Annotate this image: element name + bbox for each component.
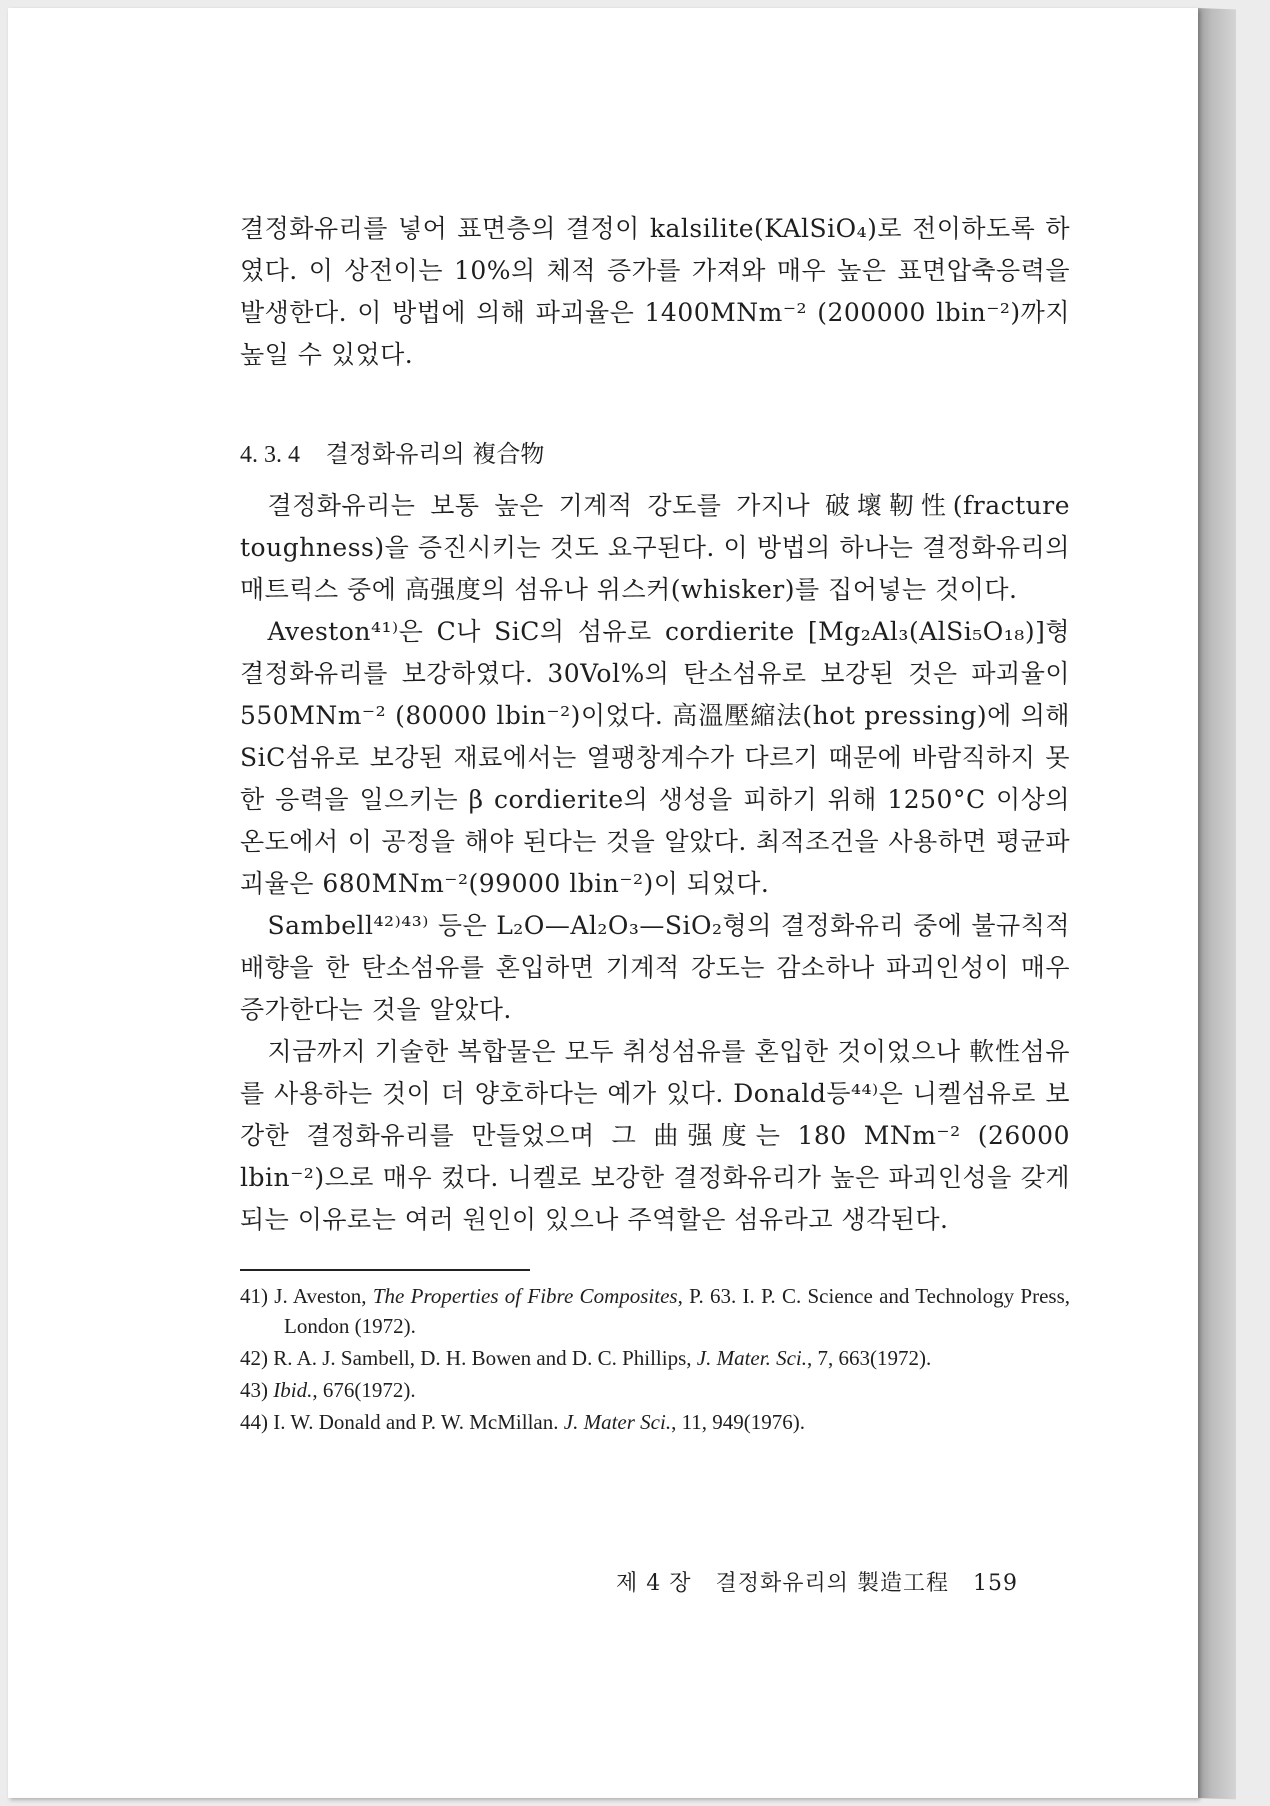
footnote-text: J. Aveston, [274,1284,373,1308]
intro-paragraph: 결정화유리를 넣어 표면층의 결정이 kalsilite(KAlSiO₄)로 전이하도록 하였다. 이 상전이는 10%의 체적 증가를 가져와 매우 높은 표면압축응력을 발생한다. 이 방법에 의해 파괴율은 1400MNm⁻² (200000 lbin⁻²)까지 높일 수 있었다. [240,214,1070,369]
footer-title: 결정화유리의 製造工程 [715,1571,949,1596]
footer-chapter: 제 4 장 [616,1571,692,1596]
footnote-text: , 676(1972). [312,1378,416,1402]
footnote-title: J. Mater Sci. [563,1410,672,1434]
footnote-divider [240,1269,530,1271]
footnote-text: , 11, 949(1976). [671,1410,806,1434]
footnote-text: , 7, 663(1972). [807,1346,932,1370]
footnote-text: R. A. J. Sambell, D. H. Bowen and D. C. Phillips, [273,1346,697,1370]
footnotes [240,1281,1070,1437]
body-paragraph: 결정화유리는 보통 높은 기계적 강도를 가지나 破壞靭性(fracture toughness)을 증진시키는 것도 요구된다. 이 방법의 하나는 결정화유리의 매트릭스 중에 高强度의 섬유나 위스커(whisker)를 집어넣는 것이다. [240,491,1070,604]
footnote-title: The Properties of Fibre Composites [372,1284,678,1308]
body-paragraph: Sambell⁴²⁾⁴³⁾ 등은 L₂O—Al₂O₃—SiO₂형의 결정화유리 중에 불규칙적 배향을 한 탄소섬유를 혼입하면 기계적 강도는 감소하나 파괴인성이 매우 증가한다는 것을 알았다. [240,911,1070,1024]
body-paragraph: 지금까지 기술한 복합물은 모두 취성섬유를 혼입한 것이었으나 軟性섬유를 사용하는 것이 더 양호하다는 예가 있다. Donald등⁴⁴⁾은 니켈섬유로 보강한 결정화유리를 만들었으며 그 曲强度는 180 MNm⁻² (26000 lbin⁻²)으로 매우 컸다. 니켈로 보강한 결정화유리가 높은 파괴인성을 갖게 되는 이유로는 여러 원인이 있으나 주역할은 섬유라고 생각된다. [240,1037,1070,1234]
section-number: 4. 3. 4 [240,442,300,468]
footnote-number: 44) [240,1410,268,1434]
page-content [240,208,1070,1439]
footnote [240,1343,1070,1373]
footnote-number: 43) [240,1378,268,1402]
footnote-title: J. Mater. Sci. [696,1346,808,1370]
footnote [240,1407,1070,1437]
footnote-number: 41) [240,1284,268,1308]
body-paragraph: Aveston⁴¹⁾은 C나 SiC의 섬유로 cordierite [Mg₂Al₃(AlSi₅O₁₈)]형 결정화유리를 보강하였다. 30Vol%의 탄소섬유로 보강된 것은 파괴율이 550MNm⁻² (80000 lbin⁻²)이었다. 高溫壓縮法(hot pressing)에 의해 SiC섬유로 보강된 재료에서는 열팽창계수가 다르기 때문에 바람직하지 못한 응력을 일으키는 β cordierite의 생성을 피하기 위해 1250°C 이상의 온도에서 이 공정을 해야 된다는 것을 알았다. 최적조건을 사용하면 평균파괴율은 680MNm⁻²(99000 lbin⁻²)이 되었다. [240,617,1070,898]
footnote-text: , P. 63. I. P. C. Science and Technology Press, London (1972). [284,1284,1071,1338]
book-page [8,8,1198,1798]
page-edge-shadow [1196,8,1236,1799]
section-heading [240,436,1070,473]
footnote-number: 42) [240,1346,268,1370]
page-number: 159 [972,1571,1018,1596]
footnote-title: Ibid. [273,1378,313,1402]
footnote [240,1281,1070,1341]
footnote-text: I. W. Donald and P. W. McMillan. [273,1410,564,1434]
footnote [240,1375,1070,1405]
running-footer [616,1566,1036,1597]
section-title: 결정화유리의 複合物 [325,440,545,468]
